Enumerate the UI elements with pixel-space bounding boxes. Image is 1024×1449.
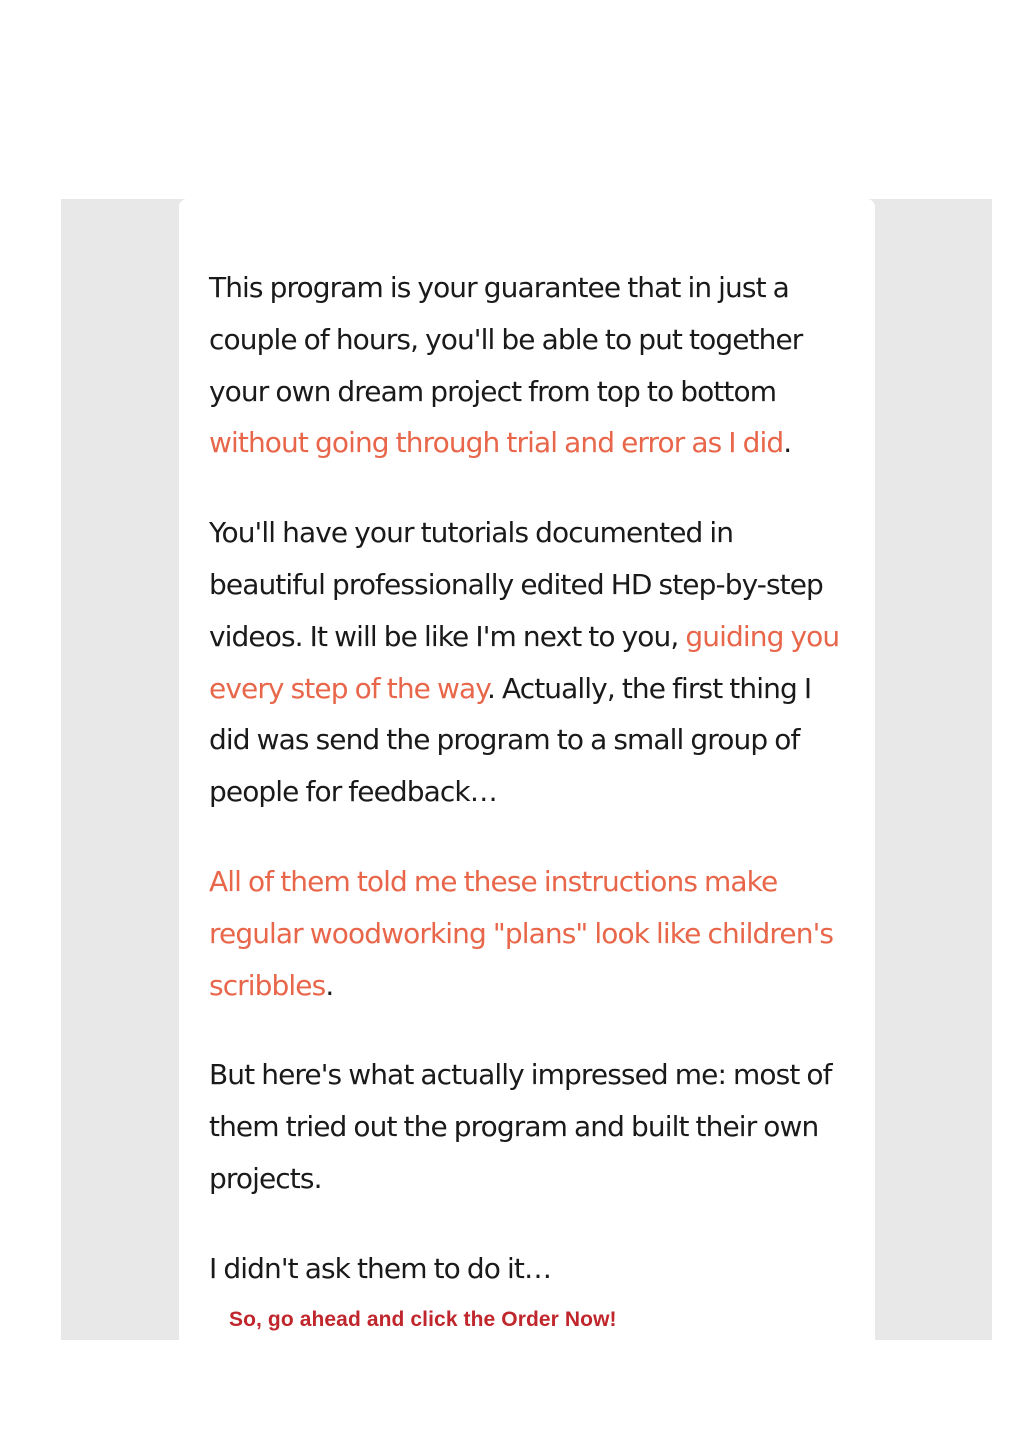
paragraph-feedback <box>209 856 849 1011</box>
highlight-text: guiding you every step of the way <box>209 619 840 705</box>
paragraph-text: But here's what actually impressed me: most of them tried out the program and built their own projects. <box>209 1058 832 1195</box>
paragraph-didnt-ask <box>209 1243 849 1295</box>
paragraph-impressed <box>209 1049 849 1204</box>
paragraph-text: This program is your guarantee that in just a couple of hours, you'll be able to put together your own dream project from top to bottom <box>209 271 803 408</box>
highlight-text: All of them told me these instructions make regular woodworking "plans" look like children's scribbles <box>209 864 834 1002</box>
paragraph-text: . <box>783 426 792 460</box>
paragraph-text: . <box>325 968 334 1002</box>
paragraph-text: You'll have your tutorials documented in beautiful professionally edited HD step-by-step videos. It will be like I'm next to you, <box>209 516 823 653</box>
article-body <box>209 262 849 1333</box>
paragraph-guarantee <box>209 262 849 469</box>
paragraph-text: . Actually, the first thing I did was send the program to a small group of people for feedback… <box>209 671 812 809</box>
order-now-cta-text: So, go ahead and click the Order Now! <box>229 1308 617 1331</box>
paragraph-text: I didn't ask them to do it… <box>209 1251 552 1285</box>
highlight-text: without going through trial and error as I did <box>209 426 784 460</box>
paragraph-tutorials <box>209 507 849 818</box>
